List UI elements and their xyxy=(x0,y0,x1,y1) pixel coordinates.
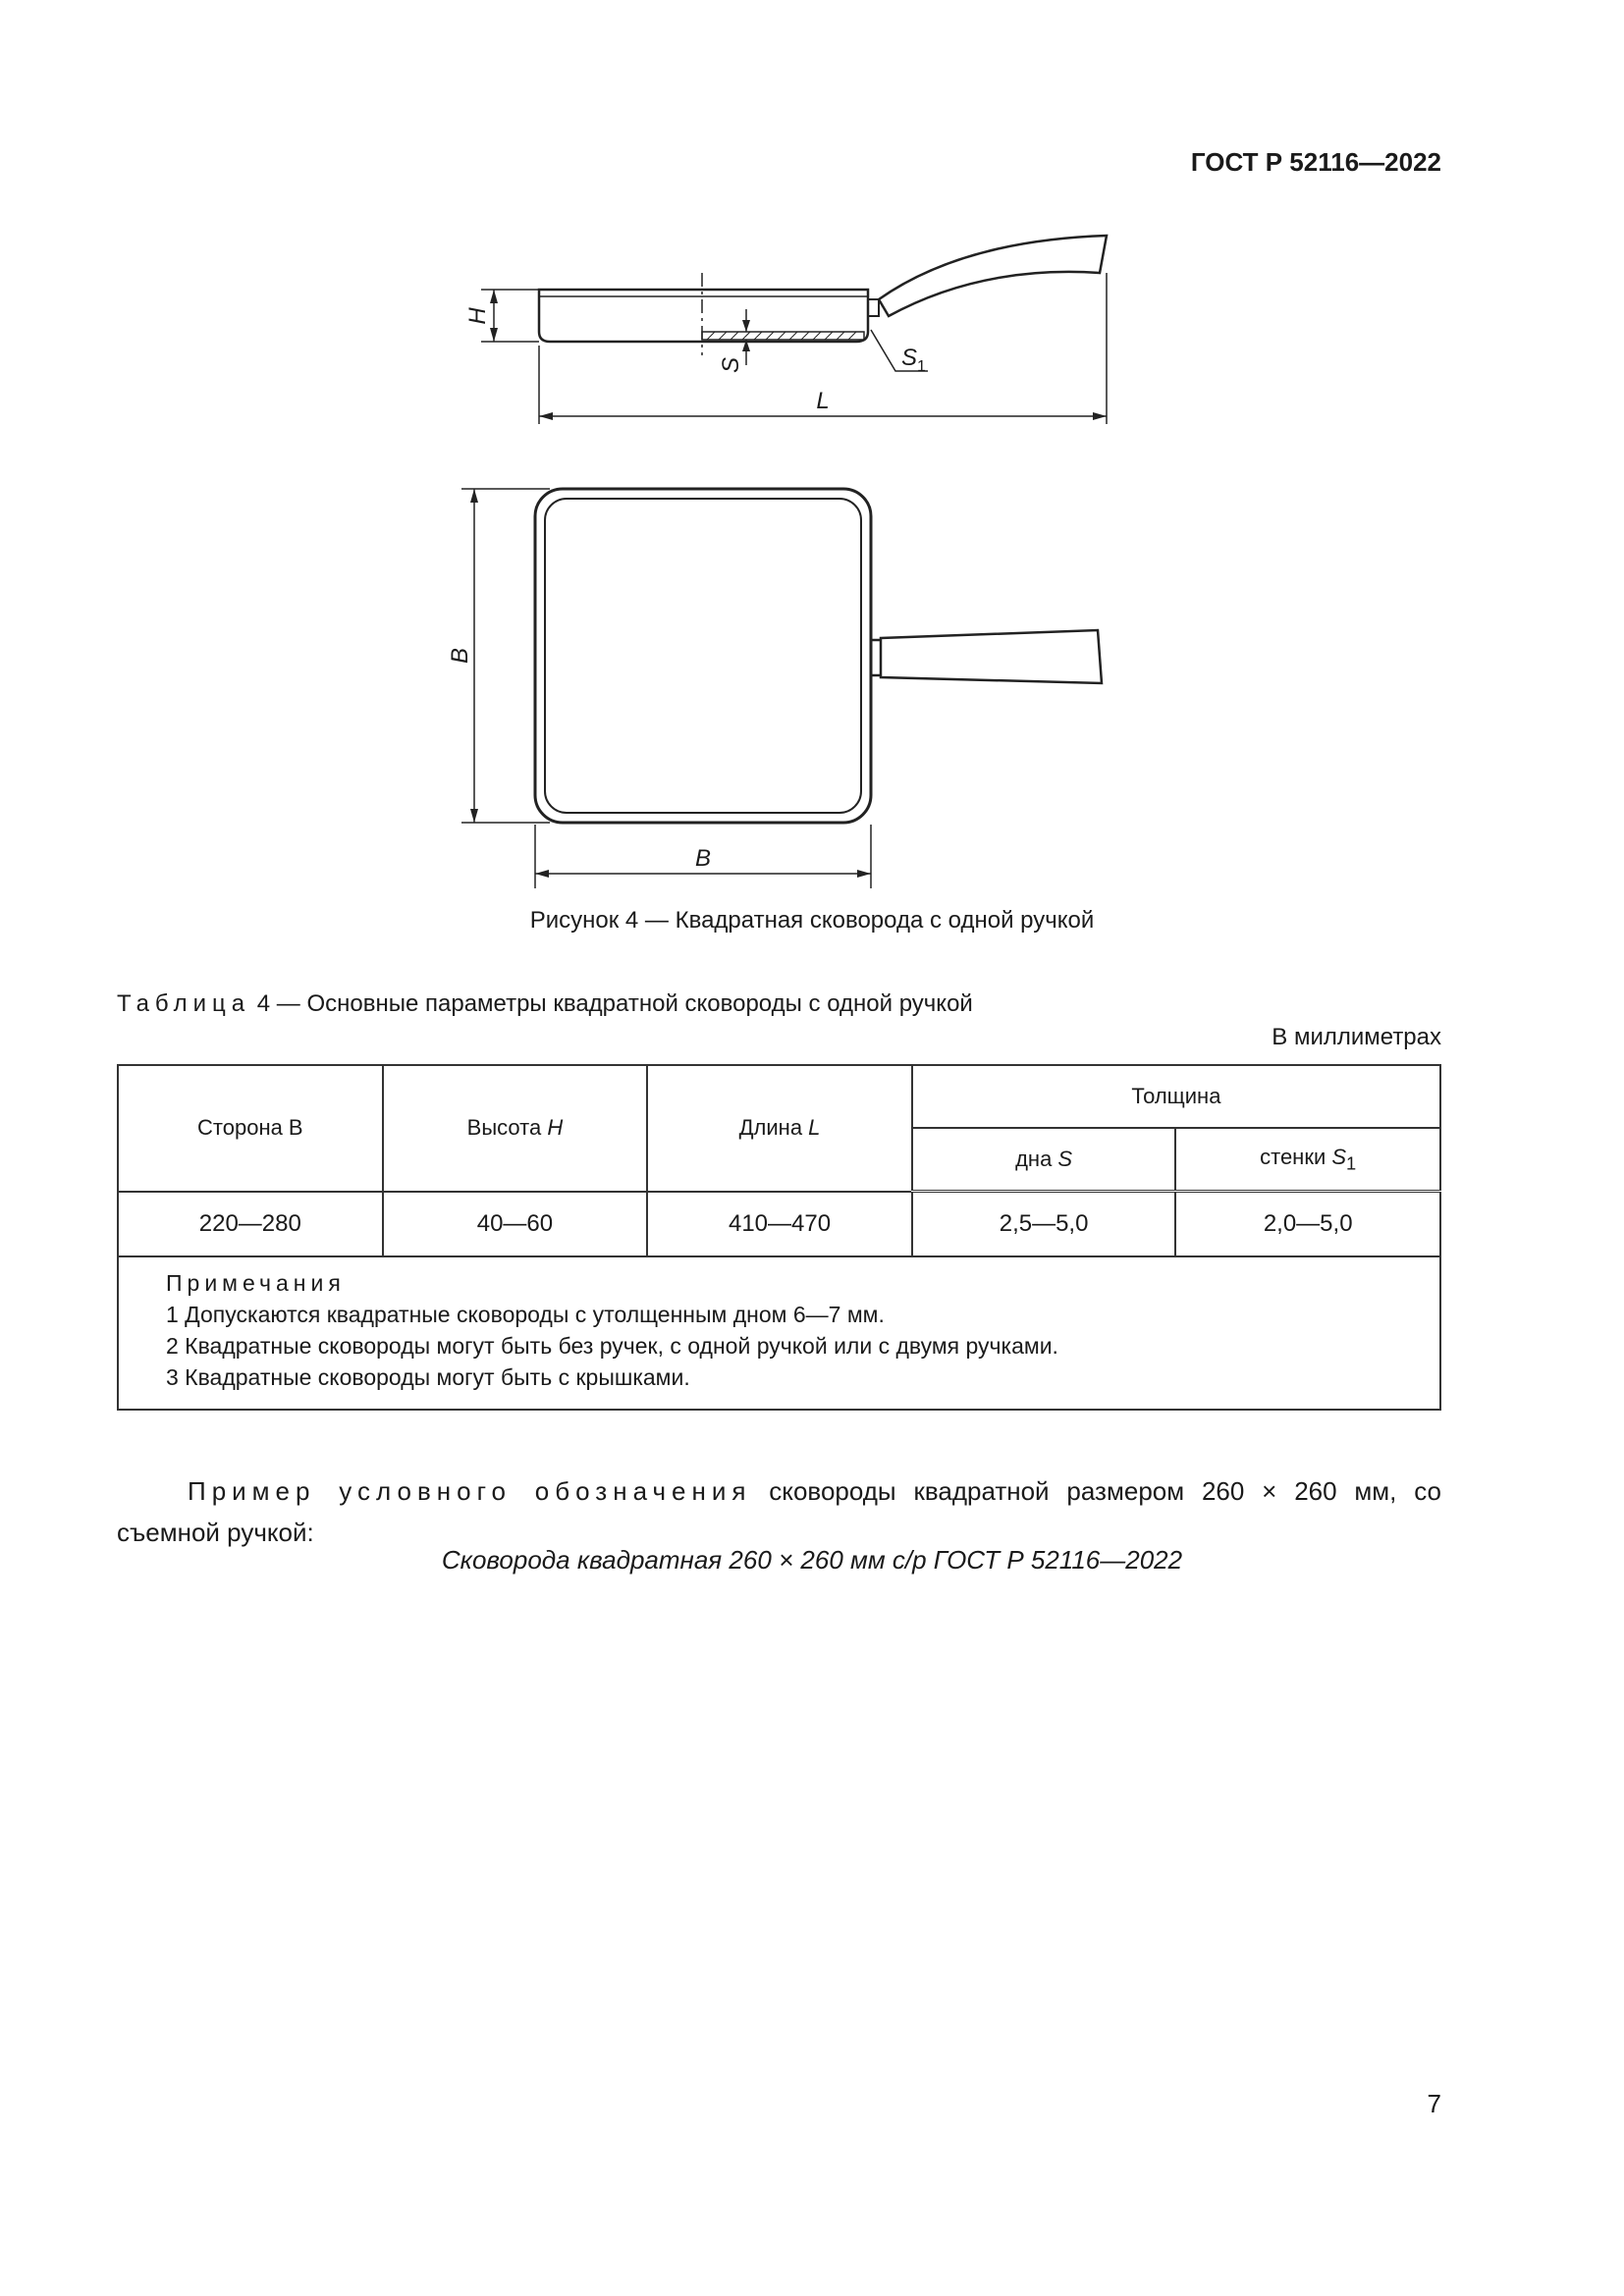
table-title-text: 4 — Основные параметры квадратной сковороды с одной ручкой xyxy=(250,990,973,1017)
frying-pan-drawing xyxy=(432,216,1139,903)
notes-title: Примечания xyxy=(166,1270,346,1296)
pan-bottom-hatch xyxy=(702,332,864,340)
cell-height: 40—60 xyxy=(383,1192,648,1257)
header-height: Высота H xyxy=(383,1065,648,1192)
table-notes xyxy=(118,1256,1440,1410)
note-item: 2 Квадратные сковороды могут быть без ручек, с одной ручкой или с двумя ручками. xyxy=(166,1333,1058,1359)
page-number: 7 xyxy=(1427,2089,1441,2118)
standard-header: ГОСТ Р 52116—2022 xyxy=(1190,147,1441,177)
note-item: 3 Квадратные сковороды могут быть с крышками. xyxy=(166,1364,690,1390)
note-item: 1 Допускаются квадратные сковороды с утолщенным дном 6—7 мм. xyxy=(166,1302,885,1327)
dim-label-h: H xyxy=(464,307,491,325)
cell-bottom: 2,5—5,0 xyxy=(912,1192,1176,1257)
header-side: Сторона B xyxy=(118,1065,383,1192)
header-length: Длина L xyxy=(647,1065,912,1192)
pan-top-handle xyxy=(871,630,1102,683)
example-text: сковороды квадратной размером 260 × 260 мм, со съемной ручкой: xyxy=(117,1476,1442,1547)
example-paragraph xyxy=(117,1470,1441,1553)
dim-label-l: L xyxy=(816,388,830,414)
header-thickness: Толщина xyxy=(912,1065,1440,1128)
cell-side: 220—280 xyxy=(118,1192,383,1257)
header-wall: стенки $S_1$ xyxy=(1175,1128,1440,1192)
table-row xyxy=(118,1192,1440,1257)
table-title xyxy=(117,990,973,1018)
cell-wall: 2,0—5,0 xyxy=(1175,1192,1440,1257)
pan-side-handle xyxy=(868,299,879,316)
table-units: В миллиметрах xyxy=(1272,1024,1441,1050)
dim-label-s1: $S_1$ xyxy=(901,345,926,375)
pan-top-inner xyxy=(545,499,861,813)
figure-caption: Рисунок 4 — Квадратная сковорода с одной ручкой xyxy=(529,907,1095,934)
table-title-label: Таблица xyxy=(117,990,251,1017)
example-designation: Сковорода квадратная 260 × 260 мм с/р ГОСТ Р 52116—2022 xyxy=(441,1545,1183,1575)
cell-length: 410—470 xyxy=(647,1192,912,1257)
dim-label-b-vertical: B xyxy=(447,647,473,665)
dim-label-b-horizontal: B xyxy=(694,845,712,872)
dim-label-s: S xyxy=(718,356,744,374)
header-bottom: дна S xyxy=(912,1128,1176,1192)
parameters-table xyxy=(117,1064,1441,1411)
example-lead: Пример условного обозначения xyxy=(188,1476,752,1506)
pan-top-outer xyxy=(535,489,871,823)
